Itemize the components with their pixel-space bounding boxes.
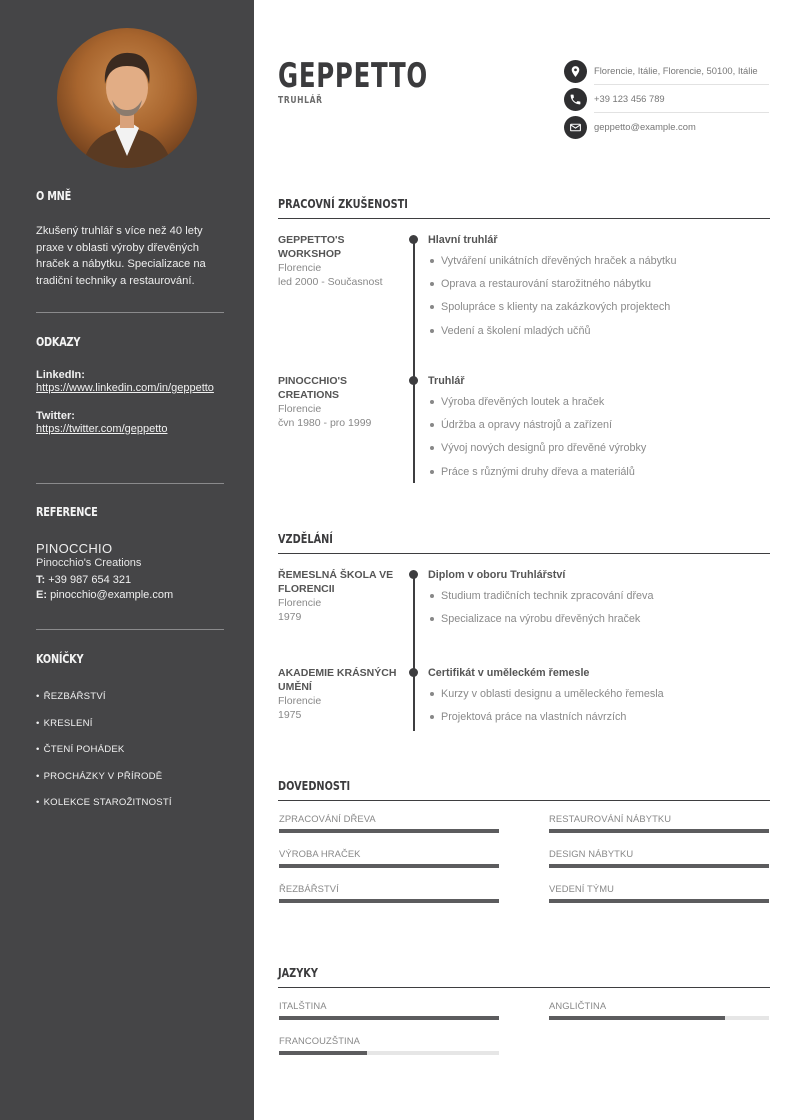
timeline-dot [409, 570, 418, 579]
language-bar-track [279, 1051, 499, 1055]
timeline-dot [409, 235, 418, 244]
experience-heading [278, 195, 770, 219]
entry-org: AKADEMIE KRÁSNÝCH UMĚNÍ [278, 667, 397, 693]
entry-role: Certifikát v uměleckém řemesle [428, 667, 590, 679]
entry-role: Hlavní truhlář [428, 234, 498, 246]
skill-bar-fill [549, 829, 769, 833]
skill-label: RESTAUROVÁNÍ NÁBYTKU [549, 813, 672, 824]
language-bar-fill [279, 1016, 499, 1020]
language-bar-track [279, 1016, 499, 1020]
entry-dates: 1975 [278, 709, 302, 721]
skill-bar-track [279, 829, 499, 833]
education-heading [278, 530, 770, 554]
skill-label: VÝROBA HRAČEK [279, 848, 361, 859]
entry-location: Florencie [278, 597, 322, 609]
contact-email [564, 113, 769, 141]
entry-role: Diplom v oboru Truhlářství [428, 569, 566, 581]
entry-bullets [428, 588, 768, 634]
linkedin-link[interactable]: https://www.linkedin.com/in/geppetto [36, 382, 214, 394]
timeline-dot [409, 376, 418, 385]
portrait-illustration [57, 28, 197, 168]
skill-item [279, 848, 499, 868]
phone-text: +39 123 456 789 [594, 85, 769, 113]
reference-company: Pinocchio's Creations [36, 557, 142, 569]
experience-heading-text: PRACOVNÍ ZKUŠENOSTI [278, 196, 408, 211]
bullet-item: Vývoj nových designů pro dřevěné výrobky [428, 440, 768, 463]
linkedin-label: LinkedIn: [36, 369, 85, 381]
email-text: geppetto@example.com [594, 121, 696, 132]
language-label: ANGLIČTINA [549, 1000, 607, 1011]
skill-bar-fill [279, 829, 499, 833]
education-heading-text: VZDĚLÁNÍ [278, 531, 333, 546]
divider [36, 312, 224, 313]
entry-bullets [428, 394, 768, 487]
envelope-icon [564, 116, 587, 139]
entry-org: PINOCCHIO'S CREATIONS [278, 375, 348, 401]
experience-entry [278, 234, 770, 350]
bullet-item: Údržba a opravy nástrojů a zařízení [428, 417, 768, 440]
contact-phone [564, 85, 769, 113]
bullet-item: Projektová práce na vlastních návrzích [428, 709, 768, 732]
skill-item [549, 813, 769, 833]
skill-item [279, 813, 499, 833]
timeline-line [413, 238, 415, 378]
phone-icon [564, 88, 587, 111]
timeline-line [413, 379, 415, 483]
entry-org: GEPPETTO'S WORKSHOP [278, 234, 345, 260]
reference-heading: REFERENCE [36, 504, 98, 519]
language-bar-fill [549, 1016, 725, 1020]
links-heading: ODKAZY [36, 334, 81, 349]
bullet-item: Oprava a restaurování starožitného nábytku [428, 276, 768, 299]
skill-bar-track [549, 829, 769, 833]
address-text: Florencie, Itálie, Florencie, 50100, Itálie [594, 57, 769, 85]
hobbies-heading: KONÍČKY [36, 651, 84, 666]
location-pin-icon [564, 60, 587, 83]
bullet-item: Výroba dřevěných loutek a hraček [428, 394, 768, 417]
skills-heading [278, 777, 770, 801]
links-section [36, 334, 224, 437]
hobby-item: • KRESLENÍ [36, 718, 224, 745]
contact-address [564, 57, 769, 85]
hobbies-section [36, 651, 224, 824]
language-bar-track [549, 1016, 769, 1020]
link-twitter [36, 410, 224, 438]
skill-bar-track [549, 864, 769, 868]
phone-label: T: [36, 574, 46, 586]
skill-bar-fill [279, 899, 499, 903]
language-label: ITALŠTINA [279, 1000, 327, 1011]
twitter-label: Twitter: [36, 409, 75, 422]
entry-bullets [428, 686, 768, 732]
skill-bar-fill [279, 864, 499, 868]
about-section [36, 188, 224, 289]
about-text: Zkušený truhlář s více než 40 lety praxe v oblasti výroby dřevěných hraček a nábytku. Specializace na tradiční techniky a restaurování. [36, 225, 206, 287]
skill-bar-track [279, 899, 499, 903]
languages-heading-text: JAZYKY [278, 965, 318, 980]
entry-bullets [428, 253, 768, 346]
hobby-item: • PROCHÁZKY V PŘÍRODĚ [36, 771, 224, 798]
skill-item [549, 848, 769, 868]
hobbies-list [36, 691, 224, 824]
skill-item [549, 883, 769, 903]
skill-item [279, 883, 499, 903]
skill-bar-track [549, 899, 769, 903]
reference-section [36, 504, 224, 602]
hobby-item: • ČTENÍ POHÁDEK [36, 744, 224, 771]
timeline-dot [409, 668, 418, 677]
email-label: E: [36, 589, 47, 601]
language-item [279, 1035, 499, 1055]
bullet-item: Studium tradičních technik zpracování dřeva [428, 588, 768, 611]
language-bar-fill [279, 1051, 367, 1055]
entry-dates: led 2000 - Současnost [278, 276, 383, 288]
twitter-link[interactable]: https://twitter.com/geppetto [36, 422, 168, 435]
hobby-item: • KOLEKCE STAROŽITNOSTÍ [36, 797, 224, 824]
reference-phone [36, 573, 224, 587]
divider [36, 483, 224, 484]
about-heading: O MNĚ [36, 188, 72, 203]
timeline-line [413, 573, 415, 671]
languages-heading [278, 964, 770, 988]
language-label: FRANCOUZŠTINA [279, 1035, 360, 1046]
entry-dates: čvn 1980 - pro 1999 [278, 417, 372, 429]
bullet-item: Práce s různými druhy dřeva a materiálů [428, 464, 768, 487]
entry-location: Florencie [278, 403, 322, 415]
language-item [279, 1000, 499, 1020]
entry-dates: 1979 [278, 611, 302, 623]
skill-label: VEDENÍ TÝMU [549, 883, 614, 894]
hobby-item: • ŘEZBÁŘSTVÍ [36, 691, 224, 718]
bullet-item: Vedení a školení mladých učňů [428, 323, 768, 346]
education-entry [278, 667, 770, 732]
bullet-item: Specializace na výrobu dřevěných hraček [428, 611, 768, 634]
skills-heading-text: DOVEDNOSTI [278, 778, 351, 793]
reference-email [36, 588, 224, 602]
entry-org: ŘEMESLNÁ ŠKOLA VE FLORENCII [278, 569, 394, 595]
email-value: pinocchio@example.com [50, 589, 174, 601]
timeline-line [413, 671, 415, 731]
experience-entry [278, 375, 770, 485]
entry-location: Florencie [278, 262, 322, 274]
divider [36, 629, 224, 630]
language-item [549, 1000, 769, 1020]
skill-label: ZPRACOVÁNÍ DŘEVA [279, 813, 376, 824]
skill-label: ŘEZBÁŘSTVÍ [279, 883, 339, 894]
bullet-item: Kurzy v oblasti designu a uměleckého řemesla [428, 686, 768, 709]
job-title: TRUHLÁŘ [278, 95, 323, 106]
phone-value: +39 987 654 321 [48, 574, 132, 586]
entry-role: Truhlář [428, 375, 465, 387]
sidebar [0, 0, 254, 1120]
skill-bar-fill [549, 899, 769, 903]
skill-bar-track [279, 864, 499, 868]
reference-name: PINOCCHIO [36, 541, 113, 556]
education-entry [278, 569, 770, 659]
link-linkedin [36, 369, 224, 397]
entry-location: Florencie [278, 695, 322, 707]
bullet-item: Spolupráce s klienty na zakázkových projektech [428, 299, 768, 322]
candidate-name: GEPPETTO [278, 56, 428, 96]
bullet-item: Vytváření unikátních dřevěných hraček a nábytku [428, 253, 768, 276]
skill-bar-fill [549, 864, 769, 868]
skill-label: DESIGN NÁBYTKU [549, 848, 634, 859]
profile-photo [57, 28, 197, 168]
